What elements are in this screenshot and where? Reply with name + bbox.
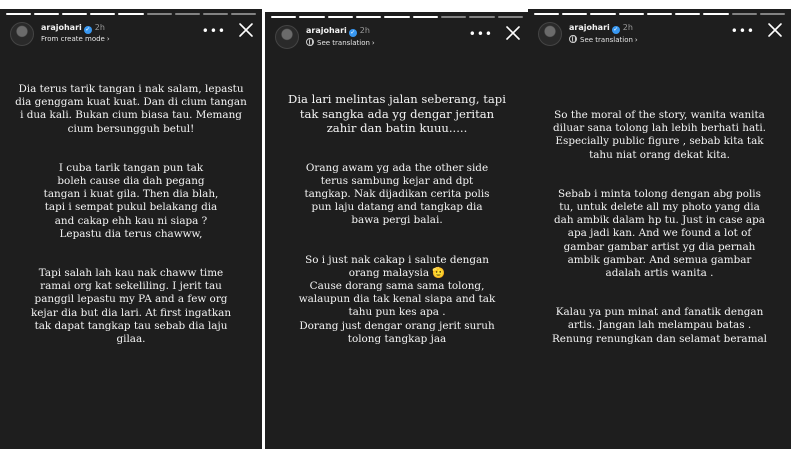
- progress-segment: [413, 16, 438, 18]
- username[interactable]: arajohari: [569, 23, 610, 32]
- avatar[interactable]: [10, 22, 34, 46]
- progress-segment: [760, 13, 785, 15]
- story-panel-1[interactable]: [0, 9, 262, 449]
- more-options-icon[interactable]: •••: [468, 27, 493, 41]
- story-text: [10, 83, 252, 372]
- story-paragraph: Sebab i minta tolong dengan abg polis tu, untuk delete all my photo yang dia dah ambik dalam hp tu. Just in case apa apa jadi kan. And we found a lot of gambar gambar artist yg dia pernah ambik gambar. And semua gambar adalah artis wanita .: [554, 187, 765, 280]
- close-icon[interactable]: [767, 22, 783, 38]
- story-progress-bar: [534, 13, 785, 15]
- username[interactable]: arajohari: [41, 23, 82, 32]
- avatar[interactable]: [275, 25, 299, 49]
- story-progress-bar: [6, 13, 256, 15]
- story-header: [275, 25, 521, 51]
- subline-label: See translation: [580, 36, 633, 44]
- close-icon[interactable]: [238, 22, 254, 38]
- username-row[interactable]: [569, 23, 633, 34]
- username-row[interactable]: [41, 23, 105, 34]
- username-row[interactable]: [306, 26, 370, 37]
- verified-badge-icon: ✓: [613, 26, 619, 33]
- progress-segment: [534, 13, 559, 15]
- progress-segment: [356, 16, 381, 18]
- progress-segment: [441, 16, 466, 18]
- story-header: [10, 22, 254, 48]
- progress-segment: [203, 13, 228, 15]
- see-translation-link[interactable]: [569, 35, 638, 44]
- create-mode-link[interactable]: [41, 35, 110, 43]
- progress-segment: [231, 13, 256, 15]
- progress-segment: [562, 13, 587, 15]
- story-paragraph: I cuba tarik tangan pun tak boleh cause dia dah pegang tangan i kuat gila. Then dia blah, tapi i sempat pukul belakang dia and cakap ehh kau ni siapa ? Lepastu dia terus chawww,: [43, 161, 219, 240]
- verified-badge-icon: ✓: [350, 29, 356, 36]
- subline-label: See translation: [317, 39, 370, 47]
- progress-segment: [62, 13, 87, 15]
- chevron-right-icon: ›: [634, 36, 638, 44]
- progress-segment: [6, 13, 31, 15]
- progress-segment: [384, 16, 409, 18]
- globe-icon: [569, 35, 577, 43]
- progress-segment: [498, 16, 523, 18]
- progress-segment: [619, 13, 644, 15]
- progress-segment: [90, 13, 115, 15]
- subline-label: From create mode: [41, 35, 105, 43]
- progress-segment: [732, 13, 757, 15]
- story-paragraph: Orang awam yg ada the other side terus sambung kejar and dpt tangkap. Nak dijadikan cerita polis pun laju datang and tangkap dia bawa pergi balai.: [304, 161, 490, 227]
- see-translation-link[interactable]: [306, 38, 375, 47]
- globe-icon: [306, 38, 314, 46]
- story-paragraph: Dia lari melintas jalan seberang, tapi tak sangka ada yg dengar jeritan zahir dan batin kuuu.....: [288, 92, 506, 135]
- chevron-right-icon: ›: [371, 39, 375, 47]
- progress-segment: [34, 13, 59, 15]
- progress-segment: [299, 16, 324, 18]
- story-panel-3[interactable]: [528, 9, 791, 449]
- story-panel-2[interactable]: [265, 12, 529, 449]
- chevron-right-icon: ›: [106, 35, 110, 43]
- post-time: 2h: [622, 23, 633, 32]
- progress-segment: [271, 16, 296, 18]
- story-text: [538, 109, 781, 372]
- more-options-icon[interactable]: •••: [201, 24, 226, 38]
- post-time: 2h: [94, 23, 105, 32]
- username[interactable]: arajohari: [306, 26, 347, 35]
- progress-segment: [590, 13, 615, 15]
- progress-segment: [328, 16, 353, 18]
- avatar[interactable]: [538, 22, 562, 46]
- story-paragraph: Kalau ya pun minat and fanatik dengan artis. Jangan lah melampau batas . Renung renungkan dan selamat beramal: [551, 306, 768, 345]
- story-paragraph: Tapi salah lah kau nak chaww time ramai org kat sekeliling. I jerit tau panggil lepastu my PA and a few org kejar dia but dia lari. At first ingatkan tak dapat tangkap tau sebab dia laju gilaa.: [30, 267, 232, 346]
- progress-segment: [703, 13, 728, 15]
- story-paragraph: Dia terus tarik tangan i nak salam, lepastu dia genggam kuat kuat. Dan di cium tangan i dua kali. Bukan cium biasa tau. Memang cium bersungguh betul!: [15, 83, 247, 135]
- close-icon[interactable]: [505, 25, 521, 41]
- story-paragraph: So the moral of the story, wanita wanita diluar sana tolong lah lebih berhati hati. Especially public figure , sebab kita tak tahu niat orang dekat kita.: [553, 109, 766, 161]
- progress-segment: [675, 13, 700, 15]
- progress-segment: [647, 13, 672, 15]
- progress-segment: [469, 16, 494, 18]
- progress-segment: [175, 13, 200, 15]
- story-text: [275, 92, 519, 372]
- more-options-icon[interactable]: •••: [730, 24, 755, 38]
- story-progress-bar: [271, 16, 523, 18]
- progress-segment: [118, 13, 143, 15]
- progress-segment: [147, 13, 172, 15]
- post-time: 2h: [359, 26, 370, 35]
- verified-badge-icon: ✓: [85, 26, 91, 33]
- story-header: [538, 22, 783, 48]
- story-paragraph: So i just nak cakap i salute dengan orang malaysia 🫡 Cause dorang sama sama tolong, walaupun dia tak kenal siapa and tak tahu pun kes apa . Dorang just dengar orang jerit suruh tolong tangkap jaa: [298, 253, 496, 345]
